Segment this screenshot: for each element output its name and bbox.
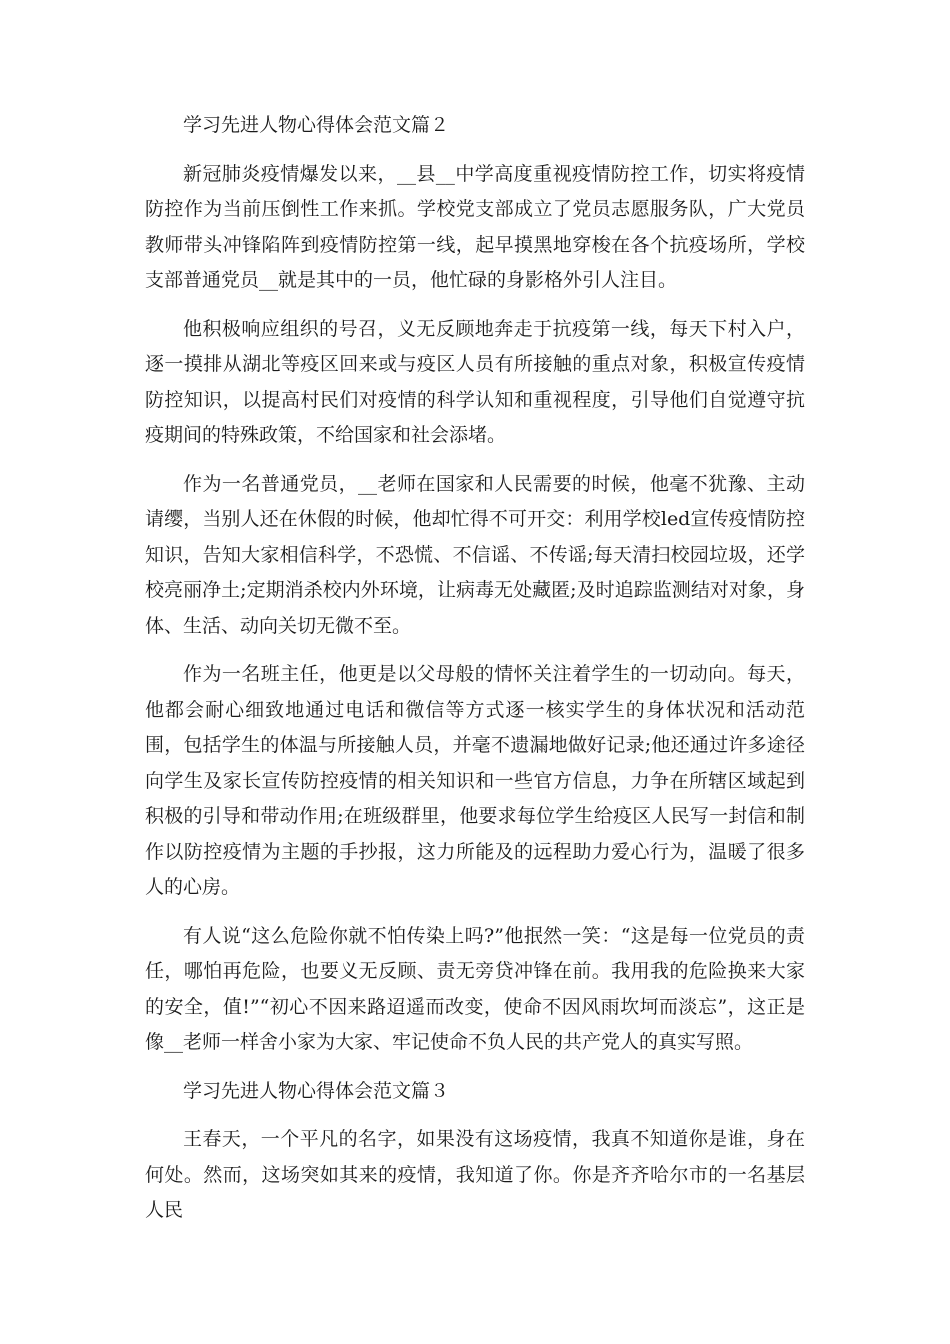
paragraph: 有人说“这么危险你就不怕传染上吗?”他抿然一笑：“这是每一位党员的责任，哪怕再危险，也要义无反顾、责无旁贷冲锋在前。我用我的危险换来大家的安全，值!”“初心不因来路迢遥而改变，使命不因风雨坎坷而淡忘”，这正是像__老师一样舍小家为大家、牢记使命不负人民的共产党人的真实写照。 xyxy=(145,924,805,1053)
section-heading-3: 学习先进人物心得体会范文篇３ xyxy=(183,1079,450,1102)
paragraph: 王春天，一个平凡的名字，如果没有这场疫情，我真不知道你是谁，身在何处。然而，这场突如其来的疫情，我知道了你。你是齐齐哈尔市的一名基层人民 xyxy=(145,1128,805,1221)
document-body xyxy=(145,108,805,1242)
section-heading-2: 学习先进人物心得体会范文篇２ xyxy=(183,114,450,136)
paragraph: 作为一名普通党员，__老师在国家和人民需要的时候，他毫不犹豫、主动请缨，当别人还在休假的时候，他却忙得不可开交：利用学校led宣传疫情防控知识，告知大家相信科学，不恐慌、不信谣、不传谣;每天清扫校园垃圾，还学校亮丽净土;定期消杀校内外环境，让病毒无处藏匿;及时追踪监测结对对象，身体、生活、动向关切无微不至。 xyxy=(145,472,805,637)
paragraph: 新冠肺炎疫情爆发以来，__县__中学高度重视疫情防控工作，切实将疫情防控作为当前压倒性工作来抓。学校党支部成立了党员志愿服务队，广大党员教师带头冲锋陷阵到疫情防控第一线，起早摸黑地穿梭在各个抗疫场所，学校支部普通党员__就是其中的一员，他忙碌的身影格外引人注目。 xyxy=(145,162,805,291)
paragraph: 作为一名班主任，他更是以父母般的情怀关注着学生的一切动向。每天，他都会耐心细致地通过电话和微信等方式逐一核实学生的身体状况和活动范围，包括学生的体温与所接触人员，并毫不遗漏地做好记录;他还通过许多途径向学生及家长宣传防控疫情的相关知识和一些官方信息，力争在所辖区域起到积极的引导和带动作用;在班级群里，他要求每位学生给疫区人民写一封信和制作以防控疫情为主题的手抄报，这力所能及的远程助力爱心行为，温暖了很多人的心房。 xyxy=(145,663,805,898)
paragraph: 他积极响应组织的号召，义无反顾地奔走于抗疫第一线，每天下村入户，逐一摸排从湖北等疫区回来或与疫区人员有所接触的重点对象，积极宣传疫情防控知识，以提高村民们对疫情的科学认知和重视程度，引导他们自觉遵守抗疫期间的特殊政策，不给国家和社会添堵。 xyxy=(145,317,805,446)
